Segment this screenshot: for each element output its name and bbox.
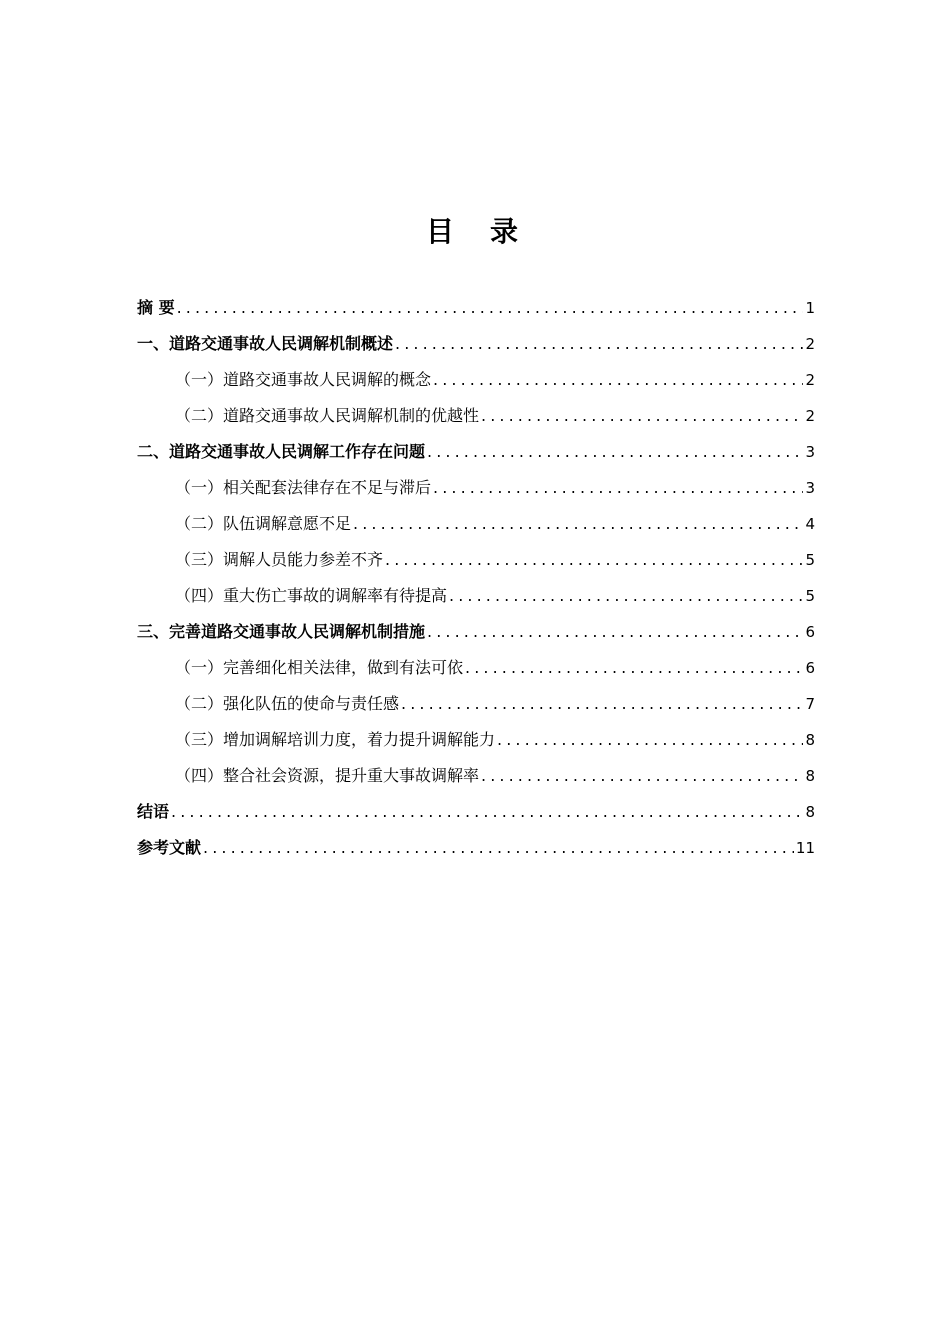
toc-entry-section-3-4[interactable] (137, 758, 815, 794)
toc-dot-leader (465, 650, 803, 686)
toc-entry-section-1-2[interactable] (137, 398, 815, 434)
toc-entry-section-3-1[interactable] (137, 650, 815, 686)
toc-entry-label: 二、道路交通事故人民调解工作存在问题 (137, 442, 426, 461)
toc-entry-label: （三）调解人员能力参差不齐 (175, 550, 384, 569)
toc-entry-label: （一）道路交通事故人民调解的概念 (175, 370, 432, 389)
toc-entry-chapter-3[interactable] (137, 614, 815, 650)
toc-entry-label: （一）完善细化相关法律，做到有法可依 (175, 658, 464, 677)
toc-page-number: 4 (805, 515, 815, 533)
toc-dot-leader (449, 578, 803, 614)
toc-dot-leader (171, 794, 803, 830)
toc-dot-leader (353, 506, 803, 542)
toc-page-number: 2 (805, 335, 815, 353)
toc-entry-label: （三）增加调解培训力度，着力提升调解能力 (175, 730, 496, 749)
toc-entry-abstract[interactable] (137, 290, 815, 326)
toc-entry-label: （四）整合社会资源，提升重大事故调解率 (175, 766, 480, 785)
toc-entry-section-2-3[interactable] (137, 542, 815, 578)
toc-page-number: 5 (805, 587, 815, 605)
toc-entry-label: （二）队伍调解意愿不足 (175, 514, 352, 533)
toc-page-number: 3 (805, 443, 815, 461)
toc-entry-section-1-1[interactable] (137, 362, 815, 398)
toc-entry-chapter-1[interactable] (137, 326, 815, 362)
toc-entry-label: （二）道路交通事故人民调解机制的优越性 (175, 406, 480, 425)
toc-entry-section-2-4[interactable] (137, 578, 815, 614)
toc-dot-leader (433, 362, 803, 398)
toc-entry-section-3-3[interactable] (137, 722, 815, 758)
toc-dot-leader (385, 542, 803, 578)
toc-entry-label: 摘 要 (137, 298, 175, 317)
toc-page-number: 1 (805, 299, 815, 317)
toc-page-number: 8 (805, 803, 815, 821)
toc-list (137, 290, 815, 866)
toc-page-number: 7 (805, 695, 815, 713)
toc-page-number: 8 (805, 731, 815, 749)
toc-page-number: 5 (805, 551, 815, 569)
toc-entry-label: （一）相关配套法律存在不足与滞后 (175, 478, 432, 497)
toc-entry-label: 结语 (137, 802, 170, 821)
toc-page-number: 6 (805, 659, 815, 677)
toc-dot-leader (203, 830, 794, 866)
toc-entry-label: （四）重大伤亡事故的调解率有待提高 (175, 586, 448, 605)
toc-entry-section-3-2[interactable] (137, 686, 815, 722)
toc-dot-leader (481, 758, 803, 794)
toc-page-number: 3 (805, 479, 815, 497)
toc-page-number: 6 (805, 623, 815, 641)
toc-dot-leader (401, 686, 803, 722)
toc-title (0, 212, 950, 252)
toc-dot-leader (427, 434, 803, 470)
toc-dot-leader (395, 326, 803, 362)
toc-dot-leader (177, 290, 804, 326)
toc-entry-label: 参考文献 (137, 838, 202, 857)
toc-page-number: 11 (795, 839, 815, 857)
toc-title-part1: 目 (425, 215, 460, 248)
toc-entry-chapter-2[interactable] (137, 434, 815, 470)
toc-page-number: 8 (805, 767, 815, 785)
toc-entry-label: 一、道路交通事故人民调解机制概述 (137, 334, 394, 353)
toc-entry-label: 三、完善道路交通事故人民调解机制措施 (137, 622, 426, 641)
toc-dot-leader (427, 614, 803, 650)
toc-page-number: 2 (805, 371, 815, 389)
toc-entry-references[interactable] (137, 830, 815, 866)
toc-dot-leader (481, 398, 803, 434)
toc-dot-leader (433, 470, 803, 506)
toc-entry-section-2-1[interactable] (137, 470, 815, 506)
toc-page-number: 2 (805, 407, 815, 425)
toc-dot-leader (497, 722, 803, 758)
toc-entry-label: （二）强化队伍的使命与责任感 (175, 694, 400, 713)
toc-title-part2: 录 (490, 215, 525, 248)
toc-entry-section-2-2[interactable] (137, 506, 815, 542)
toc-entry-conclusion[interactable] (137, 794, 815, 830)
